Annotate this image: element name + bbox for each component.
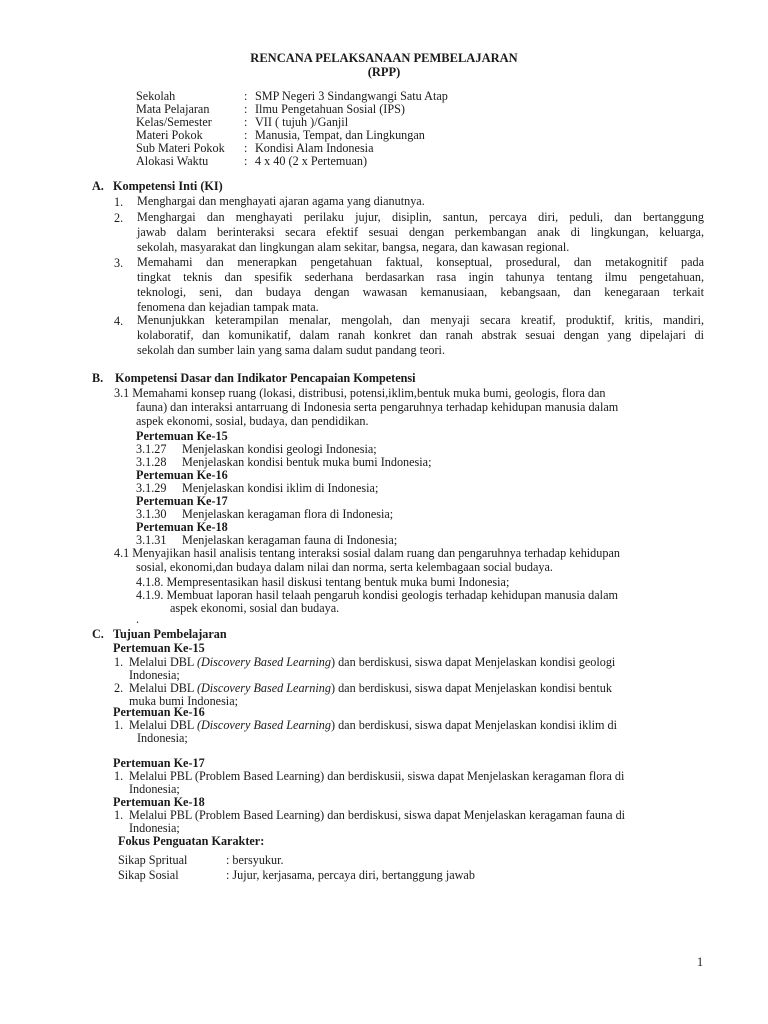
objective-text-cont: Indonesia;	[137, 731, 188, 745]
meeting-title: Pertemuan Ke-17	[136, 494, 228, 508]
objective-number: 1.	[114, 655, 124, 669]
karakter-label: Sikap Sosial	[118, 868, 179, 882]
objective-number: 2.	[114, 681, 124, 695]
indicator-text: Menjelaskan kondisi bentuk muka bumi Indonesia;	[182, 455, 432, 469]
karakter-value: : Jujur, kerjasama, percaya diri, bertanggung jawab	[226, 868, 475, 882]
meeting-title: Pertemuan Ke-18	[136, 520, 228, 534]
meeting-title: Pertemuan Ke-17	[113, 756, 205, 770]
identity-row: Kelas/Semester : VII ( tujuh )/Ganjil	[136, 115, 349, 129]
meeting-title: Pertemuan Ke-16	[136, 468, 228, 482]
section-a-letter: A.	[92, 179, 104, 193]
indicator-text: Menjelaskan kondisi geologi Indonesia;	[182, 442, 377, 456]
objective-text-cont: muka bumi Indonesia;	[129, 694, 238, 708]
kd-3-1-line: aspek ekonomi, sosial, budaya, dan pendidikan.	[136, 414, 369, 428]
ki-item-1: Menghargai dan menghayati ajaran agama yang dianutnya.	[137, 194, 425, 208]
karakter-value: : bersyukur.	[226, 853, 284, 867]
ki-number: 2.	[114, 211, 124, 225]
objective-text: Melalui DBL (Discovery Based Learning) dan berdiskusi, siswa dapat Menjelaskan kondisi iklim di	[129, 718, 618, 732]
ki-number: 1.	[114, 195, 124, 209]
objective-number: 1.	[114, 718, 124, 732]
page-number: 1	[697, 955, 704, 969]
section-b-title: Kompetensi Dasar dan Indikator Pencapaian Kompetensi	[115, 371, 416, 385]
section-c-title: Tujuan Pembelajaran	[113, 627, 227, 641]
meeting-title: Pertemuan Ke-16	[113, 705, 205, 719]
objective-number: 1.	[114, 769, 124, 783]
section-a-title: Kompetensi Inti (KI)	[113, 179, 223, 193]
identity-row: Alokasi Waktu : 4 x 40 (2 x Pertemuan)	[136, 154, 368, 168]
meeting-title: Pertemuan Ke-18	[113, 795, 205, 809]
objective-number: 1.	[114, 808, 124, 822]
section-c-letter: C.	[92, 627, 104, 641]
indicator-code: 3.1.30	[136, 507, 167, 521]
section-b-letter: B.	[92, 371, 104, 385]
objective-text: Melalui PBL (Problem Based Learning) dan berdiskusi, siswa dapat Menjelaskan keragaman fauna di	[129, 808, 626, 822]
doc-title: RENCANA PELAKSANAAN PEMBELAJARAN	[250, 51, 518, 65]
objective-text-cont: Indonesia;	[129, 821, 180, 835]
kd-4-1-line: sosial, ekonomi,dan budaya dalam nilai dan norma, serta kelembagaan social budaya.	[136, 560, 553, 574]
ki-item-2: Menghargai dan menghayati perilaku jujur, disiplin, santun, percaya diri, peduli, dan bertanggung jawab dalam berinteraksi secara efektif sesuai dengan perkembangan anak di lingkungan, keluarga, sekolah, masyarakat dan lingkungan alam sekitar, bangsa, negara, dan kawasan regional.	[137, 210, 704, 254]
objective-text: Melalui PBL (Problem Based Learning) dan berdiskusii, siswa dapat Menjelaskan keragaman flora di	[129, 769, 625, 783]
indicator-text: Menjelaskan kondisi iklim di Indonesia;	[182, 481, 379, 495]
kd-4-1-line: 4.1 Menyajikan hasil analisis tentang interaksi sosial dalam ruang dan pengaruhnya terhadap kehidupan	[114, 546, 620, 560]
identity-row: Sub Materi Pokok : Kondisi Alam Indonesia	[136, 141, 374, 155]
ki-item-3: Memahami dan menerapkan pengetahuan faktual, konseptual, prosedural, dan metakognitif pada tingkat teknis dan spesifik sederhana berdasarkan rasa ingin tahunya tentang ilmu pengetahuan, teknologi, seni, dan budaya dengan wawasan kemanusiaan, kebangsaan, dan kenegaraan terkait fenomena dan kejadian tampak mata.	[137, 255, 704, 314]
indicator-4-1-9: 4.1.9. Membuat laporan hasil telaah pengaruh kondisi geologis terhadap kehidupan manusia dalam	[136, 588, 618, 602]
meeting-title: Pertemuan Ke-15	[113, 641, 205, 655]
objective-text: Melalui DBL (Discovery Based Learning) dan berdiskusi, siswa dapat Menjelaskan kondisi geologi	[129, 655, 616, 669]
karakter-label: Sikap Spritual	[118, 853, 188, 867]
indicator-code: 3.1.29	[136, 481, 167, 495]
objective-text-cont: Indonesia;	[129, 782, 180, 796]
ki-number: 4.	[114, 314, 124, 328]
indicator-4-1-8: 4.1.8. Mempresentasikan hasil diskusi tentang bentuk muka bumi Indonesia;	[136, 575, 510, 589]
indicator-code: 3.1.28	[136, 455, 167, 469]
identity-row: Materi Pokok : Manusia, Tempat, dan Lingkungan	[136, 128, 425, 142]
indicator-code: 3.1.27	[136, 442, 167, 456]
objective-text-cont: Indonesia;	[129, 668, 180, 682]
objective-text: Melalui DBL (Discovery Based Learning) dan berdiskusi, siswa dapat Menjelaskan kondisi bentuk	[129, 681, 612, 695]
indicator-4-1-9-cont: aspek ekonomi, sosial dan budaya.	[170, 601, 340, 615]
ki-item-4: Menunjukkan keterampilan menalar, mengolah, dan menyaji secara kreatif, produktif, kritis, mandiri, kolaboratif, dan komunikatif, dalam ranah konkret dan ranah abstrak sesuai dengan yang dipelajari di sekolah dan sumber lain yang sama dalam sudut pandang teori.	[137, 313, 704, 357]
karakter-title: Fokus Penguatan Karakter:	[118, 834, 265, 848]
indicator-text: Menjelaskan keragaman flora di Indonesia;	[182, 507, 394, 521]
ki-number: 3.	[114, 256, 124, 270]
identity-row: Sekolah : SMP Negeri 3 Sindangwangi Satu Atap	[136, 89, 448, 103]
doc-subtitle: (RPP)	[367, 65, 401, 79]
meeting-title: Pertemuan Ke-15	[136, 429, 228, 443]
indicator-code: 3.1.31	[136, 533, 167, 547]
identity-row: Mata Pelajaran : Ilmu Pengetahuan Sosial (IPS)	[136, 102, 405, 116]
kd-3-1-line: 3.1 Memahami konsep ruang (lokasi, distribusi, potensi,iklim,bentuk muka bumi, geologis, flora dan	[114, 386, 606, 400]
stray-dot: .	[136, 612, 140, 626]
indicator-text: Menjelaskan keragaman fauna di Indonesia;	[182, 533, 398, 547]
kd-3-1-line: fauna) dan interaksi antarruang di Indonesia serta pengaruhnya terhadap kehidupan manusia dalam	[136, 400, 619, 414]
